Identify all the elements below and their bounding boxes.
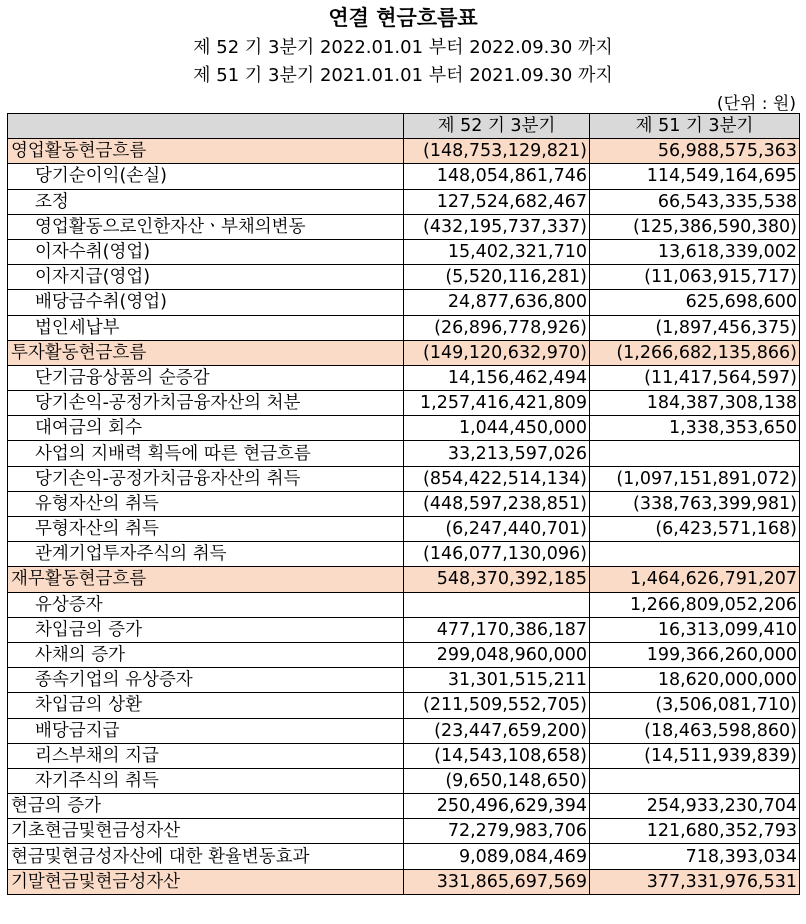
value-current: 1,044,450,000 (404, 416, 590, 441)
value-current: 9,089,084,469 (404, 844, 590, 869)
value-current: (26,896,778,926) (404, 315, 590, 340)
table-row (8, 642, 800, 667)
row-label: 관계기업투자주식의 취득 (8, 542, 404, 567)
table-row (8, 718, 800, 743)
value-current: (211,509,552,705) (404, 693, 590, 718)
value-current: 548,370,392,185 (404, 567, 590, 592)
value-prior: (1,897,456,375) (590, 315, 800, 340)
table-row (8, 265, 800, 290)
value-prior: 56,988,575,363 (590, 139, 800, 164)
value-current: 33,213,597,026 (404, 441, 590, 466)
table-row (8, 819, 800, 844)
table-row (8, 869, 800, 894)
table-row (8, 768, 800, 793)
page-title: 연결 현금흐름표 (328, 5, 478, 30)
value-prior: 16,313,099,410 (590, 617, 800, 642)
table-body (8, 139, 800, 895)
value-prior: (338,763,399,981) (590, 491, 800, 516)
value-current: (448,597,238,851) (404, 491, 590, 516)
table-row (8, 315, 800, 340)
table-row (8, 517, 800, 542)
value-current: 299,048,960,000 (404, 642, 590, 667)
row-label: 배당금수취(영업) (8, 290, 404, 315)
row-label: 리스부채의 지급 (8, 743, 404, 768)
value-prior: (1,097,151,891,072) (590, 466, 800, 491)
row-label: 당기손익-공정가치금융자산의 처분 (8, 391, 404, 416)
table-row (8, 743, 800, 768)
row-label: 유상증자 (8, 592, 404, 617)
row-label: 현금및현금성자산에 대한 환율변동효과 (8, 844, 404, 869)
row-label: 무형자산의 취득 (8, 517, 404, 542)
period-prior: 제 51 기 3분기 2021.01.01 부터 2021.09.30 까지 (193, 65, 613, 86)
period-current: 제 52 기 3분기 2022.01.01 부터 2022.09.30 까지 (193, 37, 613, 58)
table-row (8, 391, 800, 416)
value-prior: 254,933,230,704 (590, 794, 800, 819)
value-current: (854,422,514,134) (404, 466, 590, 491)
unit-label: (단위 : 원) (716, 94, 796, 114)
value-current: 331,865,697,569 (404, 869, 590, 894)
value-prior: (11,417,564,597) (590, 365, 800, 390)
table-row (8, 794, 800, 819)
table-row (8, 365, 800, 390)
value-current: (5,520,116,281) (404, 265, 590, 290)
row-label: 차입금의 증가 (8, 617, 404, 642)
value-prior: (11,063,915,717) (590, 265, 800, 290)
value-current: 127,524,682,467 (404, 189, 590, 214)
table-row (8, 567, 800, 592)
row-label: 기말현금및현금성자산 (8, 869, 404, 894)
row-label: 당기손익-공정가치금융자산의 취득 (8, 466, 404, 491)
value-current: 250,496,629,394 (404, 794, 590, 819)
value-prior: (18,463,598,860) (590, 718, 800, 743)
value-current: 14,156,462,494 (404, 365, 590, 390)
column-header-prior: 제 51 기 3분기 (590, 114, 800, 139)
report-header (0, 0, 806, 112)
value-prior: (14,511,939,839) (590, 743, 800, 768)
value-prior: 114,549,164,695 (590, 164, 800, 189)
table-row (8, 214, 800, 239)
value-current: 72,279,983,706 (404, 819, 590, 844)
value-prior (590, 768, 800, 793)
row-label: 영업활동현금흐름 (8, 139, 404, 164)
row-label: 현금의 증가 (8, 794, 404, 819)
row-label: 기초현금및현금성자산 (8, 819, 404, 844)
value-current: (146,077,130,096) (404, 542, 590, 567)
row-label: 사채의 증가 (8, 642, 404, 667)
value-current: (149,120,632,970) (404, 340, 590, 365)
table-row (8, 617, 800, 642)
row-label: 단기금융상품의 순증감 (8, 365, 404, 390)
value-prior: (1,266,682,135,866) (590, 340, 800, 365)
table-row (8, 441, 800, 466)
value-prior: 184,387,308,138 (590, 391, 800, 416)
column-header-current: 제 52 기 3분기 (404, 114, 590, 139)
row-label: 당기순이익(손실) (8, 164, 404, 189)
value-current: 1,257,416,421,809 (404, 391, 590, 416)
value-prior: 1,266,809,052,206 (590, 592, 800, 617)
value-prior: (125,386,590,380) (590, 214, 800, 239)
value-current: (23,447,659,200) (404, 718, 590, 743)
row-label: 조정 (8, 189, 404, 214)
value-current: (6,247,440,701) (404, 517, 590, 542)
column-header-label (8, 114, 404, 139)
table-row (8, 340, 800, 365)
table-row (8, 491, 800, 516)
row-label: 차입금의 상환 (8, 693, 404, 718)
table-header-row (8, 114, 800, 139)
table-row (8, 542, 800, 567)
value-current: (148,753,129,821) (404, 139, 590, 164)
table-row (8, 290, 800, 315)
value-prior (590, 542, 800, 567)
value-prior: 1,338,353,650 (590, 416, 800, 441)
row-label: 종속기업의 유상증자 (8, 668, 404, 693)
value-current: 31,301,515,211 (404, 668, 590, 693)
value-prior: 718,393,034 (590, 844, 800, 869)
row-label: 배당금지급 (8, 718, 404, 743)
value-prior: 1,464,626,791,207 (590, 567, 800, 592)
table-row (8, 693, 800, 718)
row-label: 재무활동현금흐름 (8, 567, 404, 592)
value-current: (9,650,148,650) (404, 768, 590, 793)
value-prior: 625,698,600 (590, 290, 800, 315)
value-prior: 18,620,000,000 (590, 668, 800, 693)
value-current: 15,402,321,710 (404, 239, 590, 264)
value-prior: 121,680,352,793 (590, 819, 800, 844)
value-prior: 377,331,976,531 (590, 869, 800, 894)
row-label: 투자활동현금흐름 (8, 340, 404, 365)
table-row (8, 164, 800, 189)
row-label: 이자수취(영업) (8, 239, 404, 264)
row-label: 대여금의 회수 (8, 416, 404, 441)
value-prior: (6,423,571,168) (590, 517, 800, 542)
value-current: 24,877,636,800 (404, 290, 590, 315)
value-current: 148,054,861,746 (404, 164, 590, 189)
table-row (8, 592, 800, 617)
row-label: 이자지급(영업) (8, 265, 404, 290)
table-row (8, 239, 800, 264)
value-current (404, 592, 590, 617)
row-label: 자기주식의 취득 (8, 768, 404, 793)
table-row (8, 416, 800, 441)
table-row (8, 844, 800, 869)
value-prior: 199,366,260,000 (590, 642, 800, 667)
value-prior: 66,543,335,538 (590, 189, 800, 214)
value-current: 477,170,386,187 (404, 617, 590, 642)
value-current: (432,195,737,337) (404, 214, 590, 239)
table-row (8, 466, 800, 491)
row-label: 영업활동으로인한자산ㆍ부채의변동 (8, 214, 404, 239)
table-row (8, 139, 800, 164)
table-row (8, 668, 800, 693)
row-label: 법인세납부 (8, 315, 404, 340)
row-label: 유형자산의 취득 (8, 491, 404, 516)
value-current: (14,543,108,658) (404, 743, 590, 768)
value-prior (590, 441, 800, 466)
row-label: 사업의 지배력 획득에 따른 현금흐름 (8, 441, 404, 466)
table-row (8, 189, 800, 214)
value-prior: (3,506,081,710) (590, 693, 800, 718)
value-prior: 13,618,339,002 (590, 239, 800, 264)
cash-flow-table (7, 113, 800, 895)
